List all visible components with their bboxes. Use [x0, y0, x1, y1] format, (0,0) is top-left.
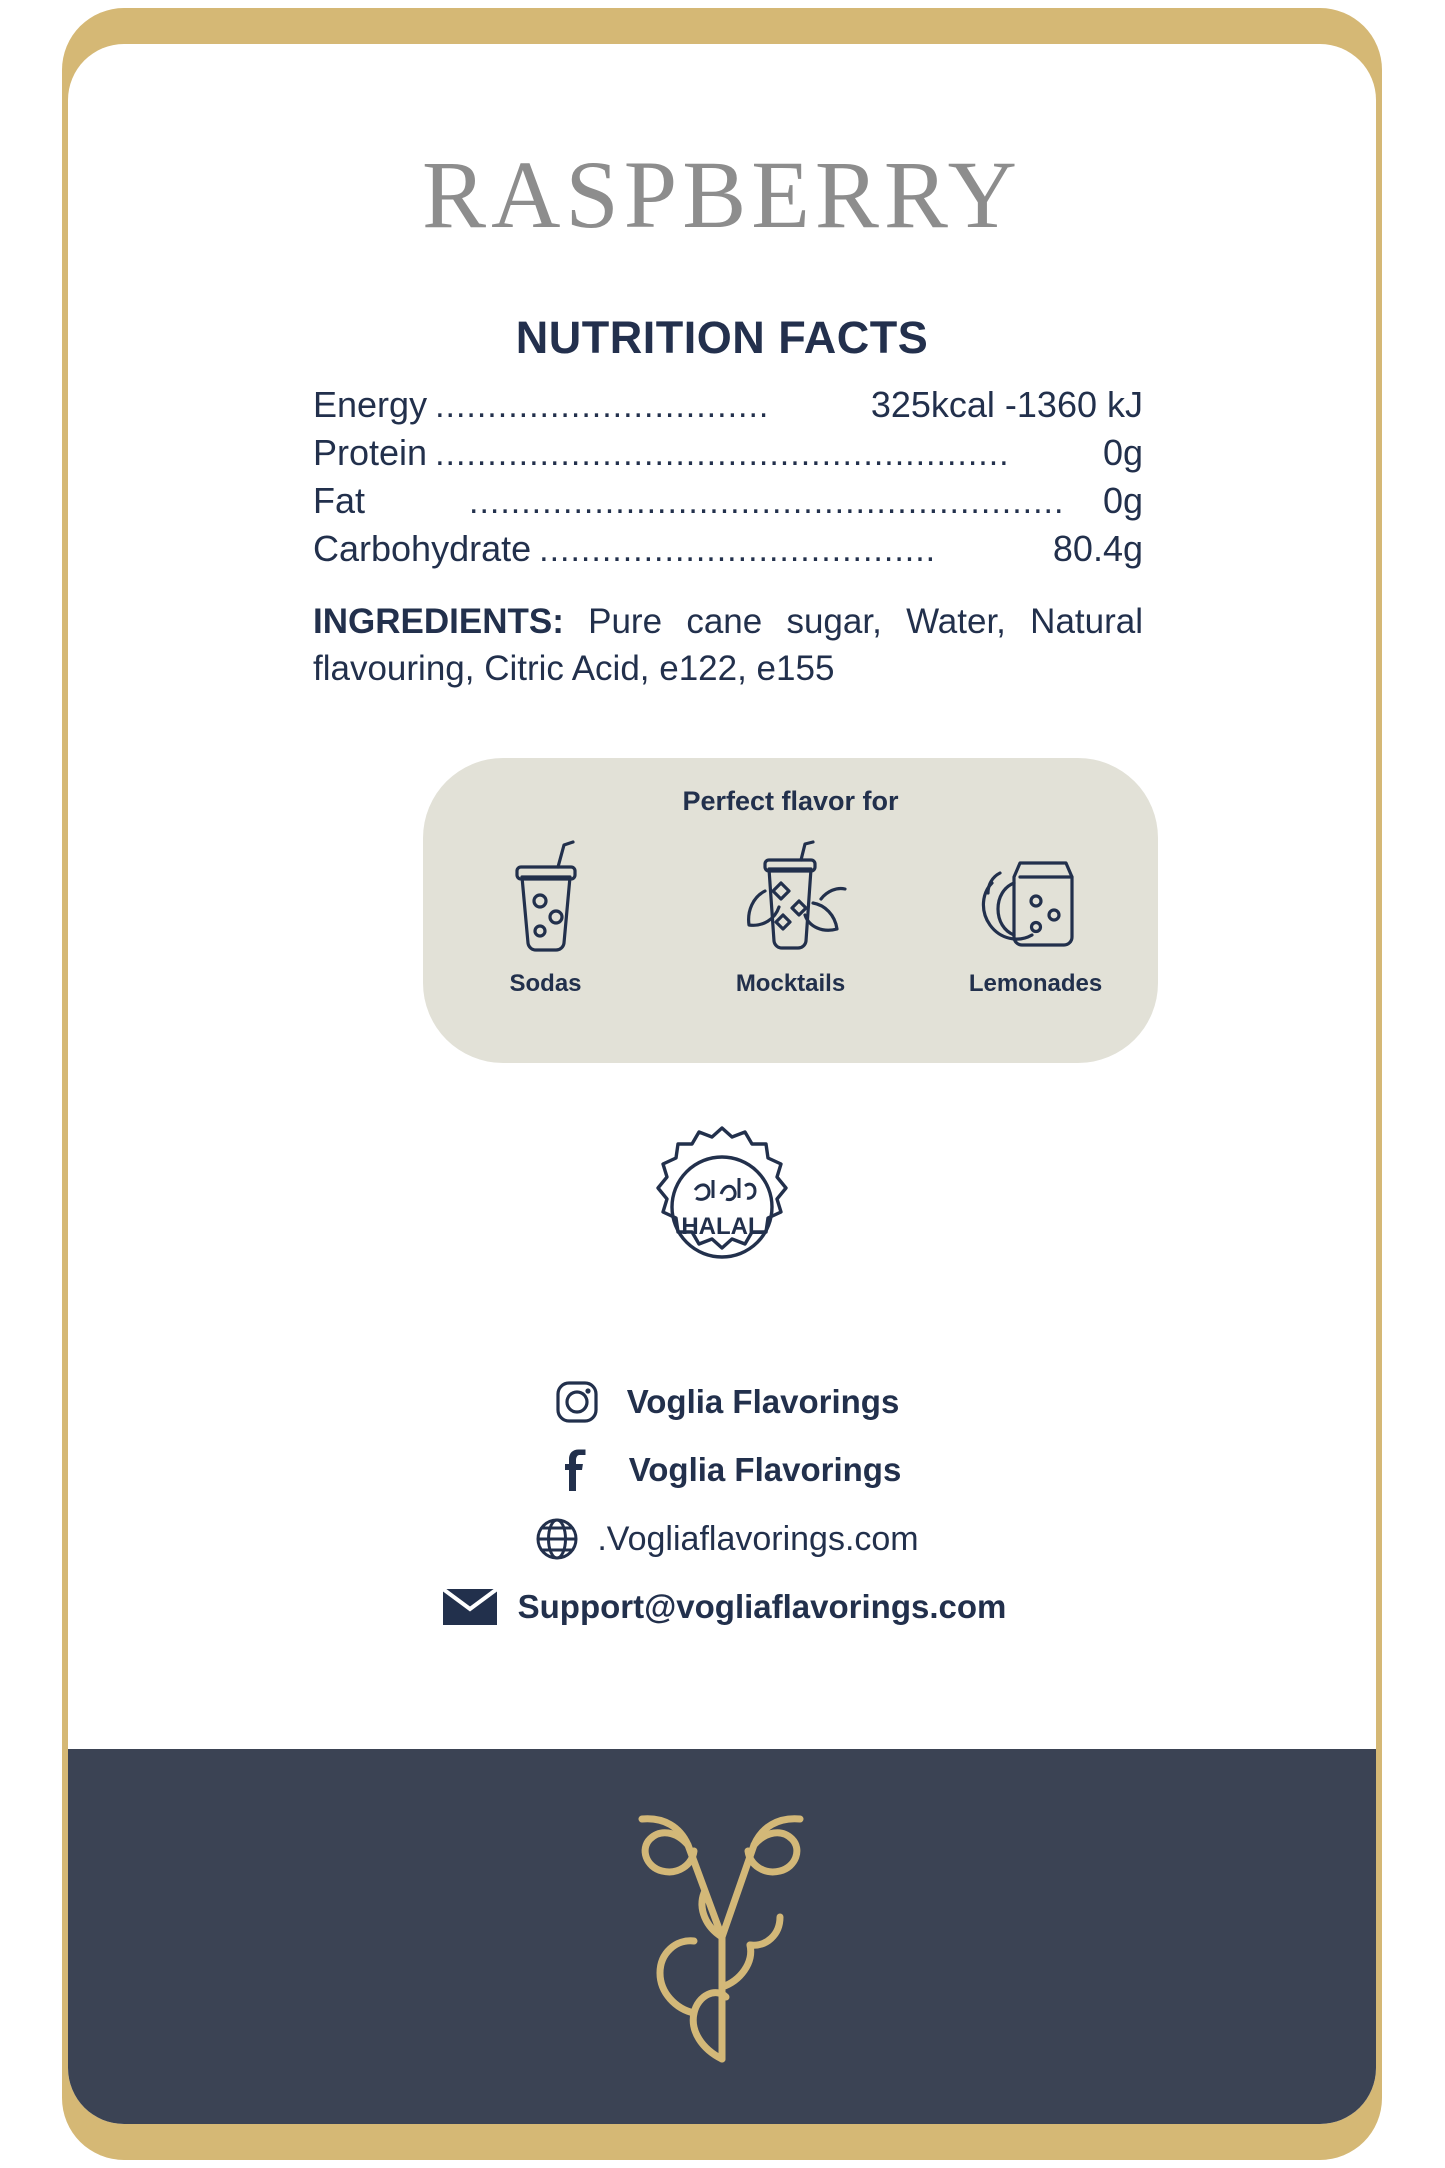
email-icon [438, 1585, 502, 1629]
contact-facebook[interactable] [68, 1447, 1376, 1493]
nutrient-label: Energy [313, 384, 428, 425]
contact-email-label: Support@vogliaflavorings.com [517, 1588, 1007, 1625]
perfect-flavor-items [423, 832, 1158, 998]
perfect-flavor-title: Perfect flavor for [682, 786, 899, 816]
lemonade-pitcher-icon [936, 832, 1136, 964]
halal-seal [68, 1122, 1376, 1292]
brand-footer [68, 1749, 1376, 2124]
list-item-label: Lemonades [968, 970, 1103, 997]
mocktail-glass-icon [691, 832, 891, 964]
contact-website-label: .Vogliaflavorings.com [597, 1519, 919, 1558]
list-item-label: Mocktails [735, 970, 846, 997]
page-title: RASPBERRY [422, 141, 1022, 248]
globe-icon [525, 1515, 589, 1563]
nutrient-label: Carbohydrate [313, 527, 532, 569]
list-item-label: Sodas [509, 970, 582, 997]
contact-facebook-label: Voglia Flavorings [628, 1451, 902, 1488]
list-item [446, 832, 646, 998]
nutrient-value: 80.4g [1052, 527, 1143, 569]
halal-seal-icon [637, 1122, 807, 1292]
contact-website[interactable] [68, 1515, 1376, 1563]
svg-text:HALAL: HALAL [681, 1213, 763, 1240]
label-body [68, 44, 1376, 2124]
ingredients-heading: INGREDIENTS: [313, 602, 564, 641]
facebook-icon [543, 1447, 607, 1493]
soda-cup-icon [446, 832, 646, 964]
table-row [313, 429, 1143, 477]
leader-dots: ......................................................... [469, 482, 1065, 521]
perfect-flavor-panel [423, 758, 1158, 1063]
nutrient-label: Protein [313, 431, 428, 473]
nutrition-facts-heading: NUTRITION FACTS [515, 312, 929, 363]
table-row [313, 381, 1143, 429]
leader-dots: ................................ [435, 387, 770, 425]
instagram-icon [545, 1379, 609, 1425]
contact-email[interactable] [68, 1585, 1376, 1629]
contact-list [68, 1379, 1376, 1651]
list-item [936, 832, 1136, 998]
table-row [313, 525, 1143, 573]
contact-instagram[interactable] [68, 1379, 1376, 1425]
contact-instagram-label: Voglia Flavorings [626, 1383, 900, 1420]
list-item [691, 832, 891, 998]
nutrition-facts-table [313, 381, 1143, 573]
nutrient-label: Fat [313, 479, 366, 521]
nutrient-value: 0g [1102, 479, 1143, 521]
leader-dots: ...................................... [539, 530, 937, 569]
voglia-v-monogram-icon [602, 1787, 842, 2087]
ingredients-block [313, 599, 1143, 692]
ingredients-text: Pure cane sugar, Water, Natural flavouring, Citric Acid, e122, e155 [313, 602, 1143, 688]
nutrient-value: 325kcal -1360 kJ [870, 384, 1143, 425]
leader-dots: ....................................................... [435, 434, 1010, 473]
nutrient-value: 0g [1102, 431, 1143, 473]
table-row [313, 477, 1143, 525]
